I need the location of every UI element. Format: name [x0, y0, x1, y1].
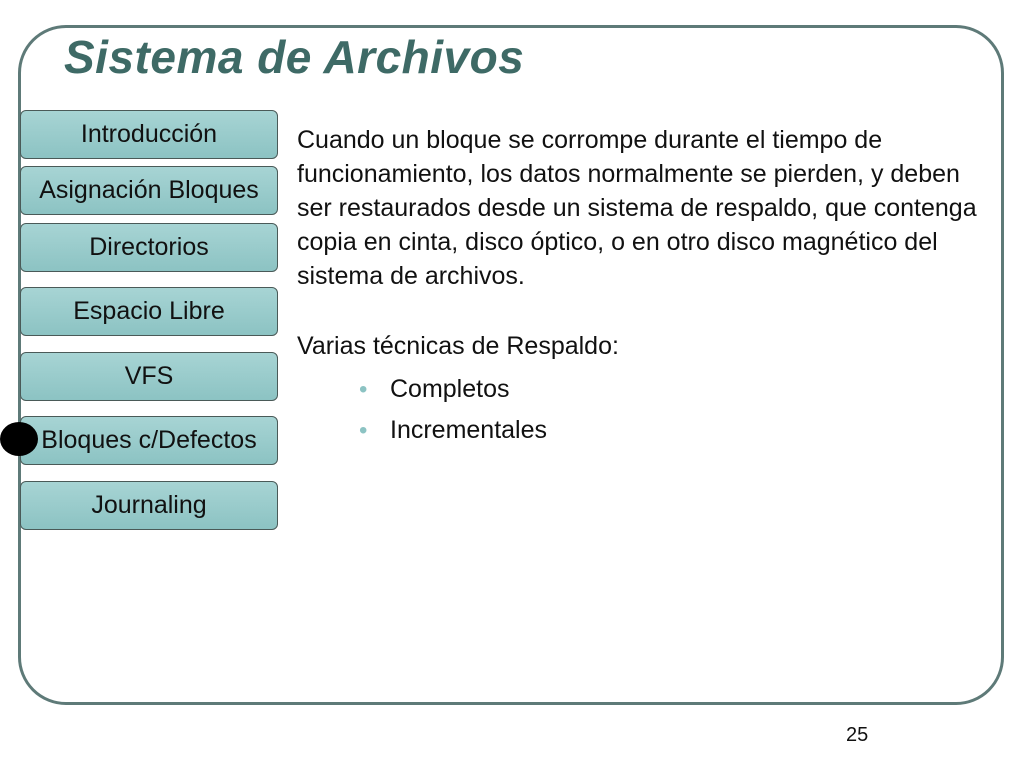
- page-number: 25: [846, 724, 869, 746]
- nav-button-asignacion-bloques[interactable]: Asignación Bloques: [20, 166, 278, 215]
- nav-button-introduccion[interactable]: Introducción: [20, 110, 278, 159]
- content-paragraph: Cuando un bloque se corrompe durante el tiempo de funcionamiento, los datos normalmente se pierden, y deben ser restaurados desde un sistema de respaldo, que contenga copia en cinta, disco óptico, o en otro disco magnético del sistema de archivos.: [297, 126, 977, 290]
- active-section-marker: [0, 422, 38, 456]
- nav-button-journaling[interactable]: Journaling: [20, 481, 278, 530]
- list-item-label: Incrementales: [390, 416, 548, 444]
- backup-techniques-heading: Varias técnicas de Respaldo:: [297, 332, 619, 360]
- nav-button-bloques-defectos[interactable]: Bloques c/Defectos: [20, 416, 278, 465]
- list-item-label: Completos: [390, 375, 510, 403]
- bullet-icon: •: [359, 417, 368, 444]
- slide-title: Sistema de Archivos: [64, 31, 525, 83]
- list-item: [297, 410, 997, 451]
- nav-button-directorios[interactable]: Directorios: [20, 223, 278, 272]
- nav-button-vfs[interactable]: VFS: [20, 352, 278, 401]
- bullet-icon: •: [359, 376, 368, 403]
- backup-techniques-list: [297, 369, 997, 451]
- nav-button-espacio-libre[interactable]: Espacio Libre: [20, 287, 278, 336]
- list-item: [297, 369, 997, 410]
- slide-content: [297, 123, 997, 451]
